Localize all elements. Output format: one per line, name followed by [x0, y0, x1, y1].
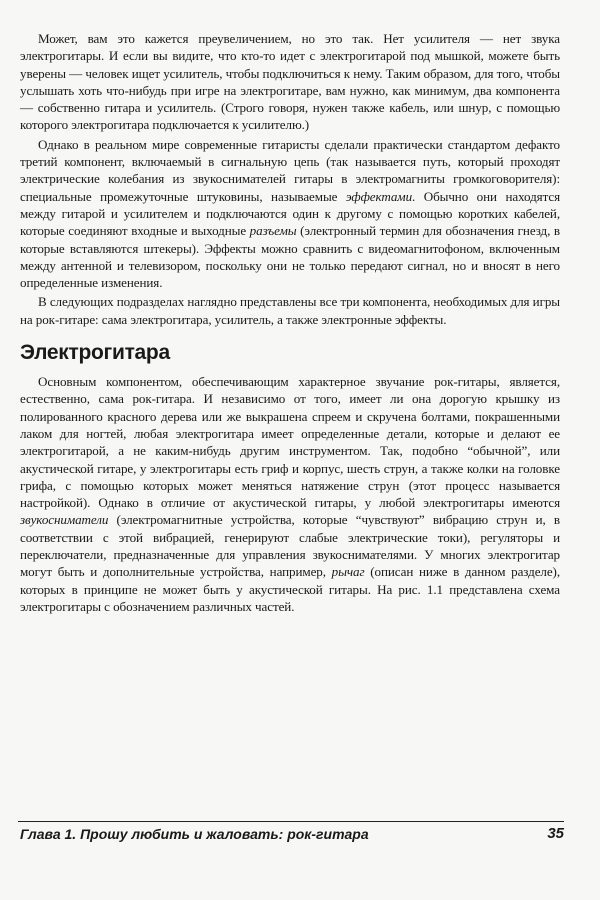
paragraph-4-text-c: (описан ниже в данном разделе), которых в принципе не может быть у акустической гитары. На рис. 1.1 представлена схема электрогитары с обозначением различных частей. — [20, 564, 560, 614]
paragraph-4 — [20, 373, 560, 615]
page-body — [20, 30, 560, 617]
term-effects: эффектами — [345, 188, 413, 204]
paragraph-4-text-b: (электромагнитные устройства, которые “чувствуют” вибрацию струн и, в соответствии с этой вибрацией, генерируют слабые электрические токи), регуляторы и переключатели, предназначенные для управления звукоснимателями. У многих электрогитар могут быть и дополнительные устройства, например, — [20, 512, 560, 580]
paragraph-2 — [20, 136, 560, 292]
paragraph-2-text-a: Однако в реальном мире современные гитаристы сделали практически стандартом дефакто третий компонент, включаемый в сигнальную цепь (так называется путь, который проходят электрические колебания из звукоснимателей гитары в электромагниты громкоговорителя): специальные промежуточные штуковины, называемые — [20, 136, 560, 204]
term-jacks: разъемы — [249, 223, 297, 239]
section-heading: Электрогитара — [20, 341, 170, 365]
footer-divider — [18, 821, 564, 822]
paragraph-4-text-a: Основным компонентом, обеспечивающим характерное звучание рок-гитары, является, естественно, сама рок-гитара. И независимо от того, имеет ли она дорогую крышку из полированного красного дерева или же выкрашена спреем и скручена болтами, покрашенными лаком для ногтей, любая электрогитара имеет определенные детали, которые и делают ее электрогитарой, а не каким-нибудь другим инструментом. Так, подобно “обычной”, или акустической гитаре, у электрогитары есть гриф и корпус, шесть струн, а также колки на головке грифа, с помощью которых может меняться натяжение струн (этот процесс называется настройкой). Однако в отличие от акустической гитары, у любой электрогитары имеются — [20, 374, 560, 511]
term-pickups: звукосниматели — [20, 512, 109, 528]
paragraph-3: В следующих подразделах наглядно представлены все три компонента, необходимых для игры на рок-гитаре: сама электрогитара, усилитель, а также электронные эффекты. — [20, 294, 560, 327]
paragraph-2-text-b: . Обычно они находятся между гитарой и усилителем и подключаются один к другому с помощью коротких кабелей, которые соединяют входные и выходные — [20, 188, 561, 239]
page-number: 35 — [547, 825, 564, 842]
running-footer-chapter-title: Глава 1. Прошу любить и жаловать: рок-гитара — [20, 826, 369, 842]
paragraph-1: Может, вам это кажется преувеличением, но это так. Нет усилителя — нет звука электрогитары. И если вы видите, что кто-то идет с электрогитарой под мышкой, можете быть уверены — человек ищет усилитель, чтобы подключиться к нему. Таким образом, для того, чтобы услышать хоть что-нибудь при игре на электрогитаре, вам нужно, как минимум, два компонента — собственно гитара и усилитель. (Строго говоря, нужен также кабель, или шнур, с помощью которого электрогитара подключается к усилителю.) — [20, 31, 560, 133]
term-tremolo: рычаг — [331, 564, 365, 580]
paragraph-2-text-c: (электронный термин для обозначения гнезд, в которые вставляются штекеры). Эффекты можно сравнить с видеомагнитофоном, включенным между антенной и телевизором, поскольку они не только передают сигнал, но и вносят в него определенные изменения. — [20, 223, 560, 291]
